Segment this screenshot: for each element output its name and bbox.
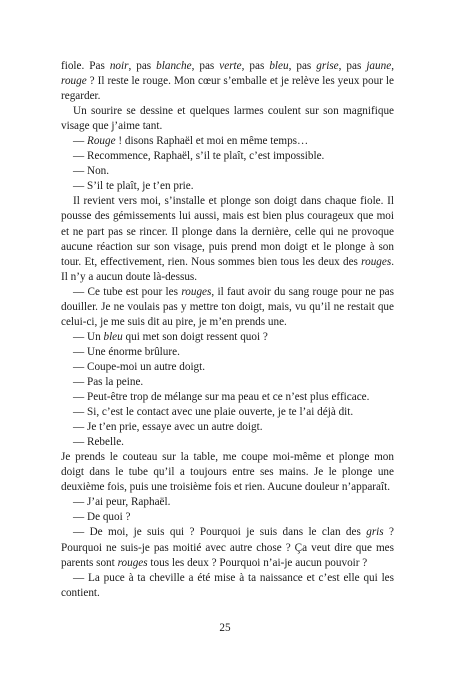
- paragraph: [61, 375, 394, 390]
- text-run: , pas: [128, 60, 157, 72]
- paragraph: [61, 164, 394, 179]
- text-run: — J’ai peur, Raphaël.: [73, 496, 171, 509]
- text-run: , pas: [338, 60, 367, 72]
- italic-text: Rouge: [86, 135, 116, 148]
- text-run: — S’il te plaît, je t’en prie.: [73, 180, 194, 193]
- italic-text: grise: [316, 60, 339, 72]
- paragraph: [61, 59, 394, 104]
- text-run: ? Pourquoi ne suis-je pas moitié avec autre chose ? Ça veut dire que mes parents sont: [61, 526, 395, 569]
- paragraph: [61, 450, 394, 495]
- text-run: — Si, c’est le contact avec une plaie ouverte, je te l’ai déjà dit.: [73, 406, 354, 419]
- italic-text: rouges: [361, 255, 392, 268]
- paragraph: [61, 435, 394, 450]
- page-body-text: [61, 59, 394, 601]
- text-run: , il faut avoir du sang rouge pour ne pas douiller. Je ne voulais pas y mettre ton doigt, mais, vu qu’il ne restait que celui-ci, je me suis dit au pire, je m’en prends une.: [61, 285, 394, 328]
- paragraph: [61, 134, 394, 149]
- paragraph: [61, 571, 394, 601]
- italic-text: noir: [109, 60, 129, 72]
- text-run: — Je t’en prie, essaye avec un autre doigt.: [73, 421, 263, 434]
- paragraph: [61, 149, 394, 164]
- italic-text: verte: [219, 60, 242, 72]
- text-run: — Rebelle.: [73, 436, 124, 449]
- text-run: , pas: [191, 60, 220, 72]
- text-run: Un sourire se dessine et quelques larmes coulent sur son magnifique visage que j’aime tant.: [61, 105, 394, 133]
- text-run: — Ce tube est pour les: [73, 285, 182, 298]
- italic-text: bleu: [269, 60, 289, 72]
- paragraph: [61, 525, 394, 570]
- page-number: 25: [219, 622, 231, 634]
- text-run: . Il n’y a aucun doute là-dessus.: [61, 255, 394, 283]
- italic-text: rouges: [181, 285, 212, 298]
- italic-text: blanche: [156, 60, 192, 72]
- text-run: , pas: [241, 60, 270, 72]
- paragraph: [61, 420, 394, 435]
- paragraph: [61, 495, 394, 510]
- italic-text: jaune: [366, 60, 392, 72]
- text-run: — Non.: [73, 165, 110, 178]
- text-run: qui met son doigt ressent quoi ?: [122, 330, 268, 343]
- text-run: — Pas la peine.: [73, 375, 144, 388]
- paragraph: [61, 510, 394, 525]
- text-run: , pas: [288, 60, 317, 72]
- text-run: fiole. Pas: [61, 60, 110, 72]
- text-run: — Recommence, Raphaël, s’il te plaît, c’est impossible.: [73, 150, 325, 163]
- italic-text: rouges: [117, 556, 148, 569]
- text-run: ,: [391, 60, 394, 72]
- paragraph: [61, 390, 394, 405]
- text-run: — Une énorme brûlure.: [73, 345, 180, 358]
- paragraph: [61, 179, 394, 194]
- paragraph: [61, 345, 394, 360]
- text-run: — Coupe-moi un autre doigt.: [73, 360, 206, 373]
- text-run: — De moi, je suis qui ? Pourquoi je suis dans le clan des: [73, 526, 367, 539]
- text-run: ! disons Raphaël et moi en même temps…: [115, 135, 309, 148]
- paragraph: [61, 285, 394, 330]
- italic-text: bleu: [103, 330, 123, 343]
- text-run: ? Il reste le rouge. Mon cœur s’emballe et je relève les yeux pour le regarder.: [61, 75, 394, 103]
- text-run: Je prends le couteau sur la table, me coupe moi-même et plonge mon doigt dans le tube qu’il a toujours entre ses mains. Je le plonge une deuxième fois, puis une troisième fois et rien. Aucune douleur n’apparaît.: [61, 451, 394, 494]
- text-run: — La puce à ta cheville a été mise à ta naissance et c’est elle qui les contient.: [61, 571, 394, 599]
- text-run: — Un: [73, 330, 104, 343]
- paragraph: [61, 194, 394, 284]
- text-run: —: [73, 135, 87, 148]
- text-run: Il revient vers moi, s’installe et plonge son doigt dans chaque fiole. Il pousse des gémissements lui aussi, mais est bien plus courageux que moi et ne part pas se rincer. Il plonge dans la dernière, celle qui ne provoque aucune réaction sur son visage, puis prend mon doigt et le plonge à son tour. Et, effectivement, rien. Nous sommes bien tous les deux des: [61, 195, 394, 268]
- text-run: — De quoi ?: [73, 511, 131, 524]
- paragraph: [61, 330, 394, 345]
- italic-text: gris: [366, 526, 384, 539]
- text-run: tous les deux ? Pourquoi n’ai-je aucun pouvoir ?: [147, 556, 368, 569]
- paragraph: [61, 405, 394, 420]
- italic-text: rouge: [61, 75, 87, 88]
- text-run: — Peut-être trop de mélange sur ma peau et ce n’est plus efficace.: [73, 391, 370, 404]
- paragraph: [61, 104, 394, 134]
- paragraph: [61, 360, 394, 375]
